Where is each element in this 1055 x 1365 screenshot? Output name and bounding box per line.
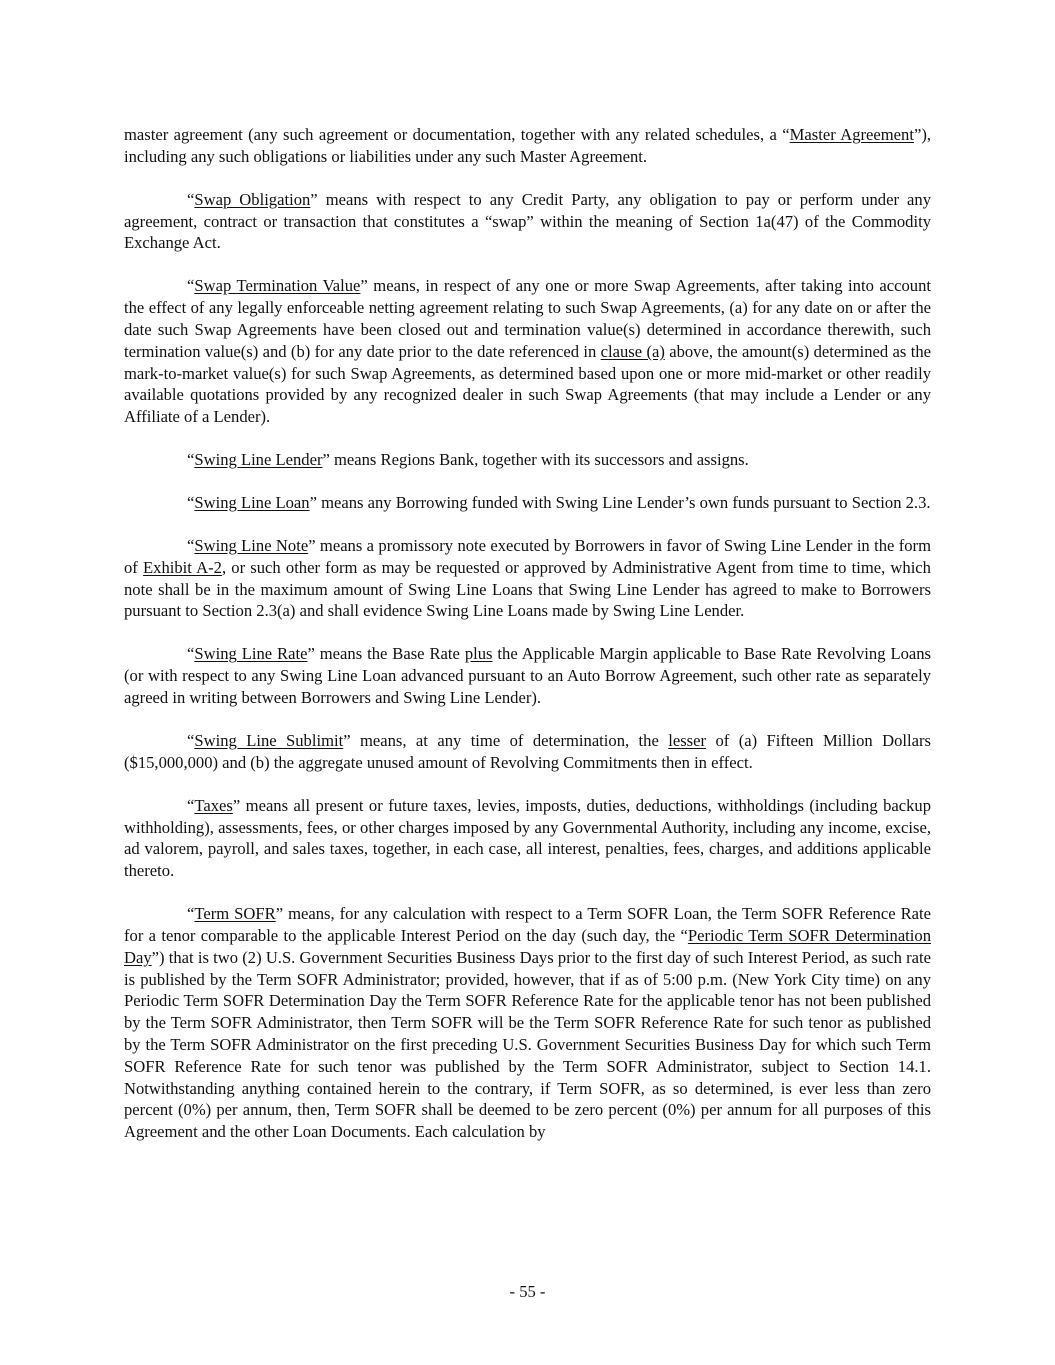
paragraph-text: ” means the Base Rate — [307, 644, 465, 664]
paragraph-text: ” means all present or future taxes, levies, imposts, duties, deductions, withholdings (including backup withholding), assessments, fees, or other charges imposed by any Governmental Authority, including any income, excise, ad valorem, payroll, and sales taxes, together, in each case, all interest, penalties, fees, charges, and additions applicable thereto. — [124, 795, 931, 881]
paragraph-text: ” means, in respect of any one or more Swap Agreements, after taking into account the effect of any legally enforceable netting agreement relating to such Swap Agreements, (a) for any date on or after the date such Swap Agreements have been closed out and termination value(s) determined in accordance therewith, such termination value(s) and (b) for any date prior to the date referenced in — [124, 276, 932, 361]
paragraph-text: “ — [187, 276, 195, 296]
definition-paragraph-swing-line-lender — [124, 449, 931, 471]
underlined-term: Swing Line Sublimit — [194, 731, 344, 751]
underlined-term: clause (a) — [600, 341, 665, 361]
definition-paragraph-swap-termination-value — [124, 275, 931, 428]
paragraph-text: ” means with respect to any Credit Party, any obligation to pay or perform under any agreement, contract or transaction that constitutes a “swap” within the meaning of Section 1a(47) of the Commodity Exchange Act. — [124, 189, 931, 253]
underlined-term: Master Agreement — [789, 125, 914, 144]
paragraph-text: ” means Regions Bank, together with its successors and assigns. — [322, 450, 749, 470]
underlined-term: Periodic Term SOFR Determination Day — [124, 926, 931, 967]
paragraph-text: ” means any Borrowing funded with Swing Line Lender’s own funds pursuant to Section 2.3. — [309, 493, 931, 513]
underlined-term: plus — [464, 644, 493, 664]
paragraph-text: “ — [187, 644, 195, 664]
definition-paragraph-swing-line-sublimit — [124, 730, 931, 774]
paragraph-text: ”) that is two (2) U.S. Government Securities Business Days prior to the first day of such Interest Period, as such rate is published by the Term SOFR Administrator; provided, however, that if as of 5:00 p.m. (New York City time) on any Periodic Term SOFR Determination Day the Term SOFR Reference Rate for the applicable tenor has not been published by the Term SOFR Administrator, then Term SOFR will be the Term SOFR Reference Rate for such tenor as published by the Term SOFR Administrator on the first preceding U.S. Government Securities Business Day for which such Term SOFR Reference Rate for such tenor was published by the Term SOFR Administrator, subject to Section 14.1. Notwithstanding anything contained herein to the contrary, if Term SOFR, as so determined, is ever less than zero percent (0%) per annum, then, Term SOFR shall be deemed to be zero percent (0%) per annum for all purposes of this Agreement and the other Loan Documents. Each calculation by — [124, 947, 931, 1142]
paragraph-text: ” means, for any calculation with respect to a Term SOFR Loan, the Term SOFR Reference Rate for a tenor comparable to the applicable Interest Period on the day (such day, the “ — [124, 904, 931, 945]
document-body — [124, 124, 931, 1143]
underlined-term: Exhibit A-2 — [143, 557, 222, 577]
definition-paragraph-swap-obligation — [124, 189, 931, 254]
paragraph-text: “ — [187, 493, 195, 513]
underlined-term: lesser — [668, 731, 707, 751]
paragraph-text: above, the amount(s) determined as the mark-to-market value(s) for such Swap Agreements, as determined based upon one or more mid-market or other readily available quotations provided by any recognized dealer in such Swap Agreements (that may include a Lender or any Affiliate of a Lender). — [124, 341, 931, 427]
paragraph-text: ” means a promissory note executed by Borrowers in favor of Swing Line Lender in the form of — [124, 536, 931, 577]
definition-paragraph-swing-line-loan — [124, 492, 931, 514]
paragraph-text: of (a) Fifteen Million Dollars ($15,000,000) and (b) the aggregate unused amount of Revolving Commitments then in effect. — [124, 731, 931, 772]
paragraph-text: “ — [187, 536, 195, 556]
underlined-term: Swing Line Lender — [194, 450, 323, 470]
page-number: - 55 - — [509, 1282, 546, 1301]
definition-paragraph-term-sofr — [124, 903, 931, 1143]
paragraph-text: “ — [187, 731, 195, 751]
paragraph-text: “ — [187, 904, 195, 924]
paragraph-text: master agreement (any such agreement or documentation, together with any related schedules, a “ — [124, 125, 790, 144]
definition-paragraph-taxes — [124, 795, 931, 882]
definition-paragraph-swing-line-rate — [124, 643, 931, 708]
paragraph-text: the Applicable Margin applicable to Base Rate Revolving Loans (or with respect to any Swing Line Loan advanced pursuant to an Auto Borrow Agreement, such other rate as separately agreed in writing between Borrowers and Swing Line Lender). — [124, 644, 931, 708]
underlined-term: Swing Line Loan — [194, 493, 310, 513]
paragraph-text: , or such other form as may be requested or approved by Administrative Agent from time to time, which note shall be in the maximum amount of Swing Line Loans that Swing Line Lender has agreed to make to Borrowers pursuant to Section 2.3(a) and shall evidence Swing Line Loans made by Swing Line Lender. — [124, 557, 931, 621]
paragraph-text: “ — [187, 450, 195, 470]
underlined-term: Swing Line Note — [194, 536, 309, 556]
paragraph-text: ”), including any such obligations or liabilities under any such Master Agreement. — [124, 125, 931, 166]
underlined-term: Taxes — [194, 795, 233, 815]
paragraph-text: ” means, at any time of determination, the — [343, 731, 669, 751]
paragraph-text: “ — [187, 189, 195, 209]
underlined-term: Swap Termination Value — [194, 276, 361, 296]
paragraph-text: “ — [187, 795, 195, 815]
underlined-term: Swing Line Rate — [194, 644, 308, 664]
definition-paragraph-swing-line-note — [124, 535, 931, 622]
underlined-term: Swap Obligation — [194, 189, 311, 209]
underlined-term: Term SOFR — [194, 904, 276, 924]
definition-paragraph-master-agreement-cont — [124, 124, 931, 168]
